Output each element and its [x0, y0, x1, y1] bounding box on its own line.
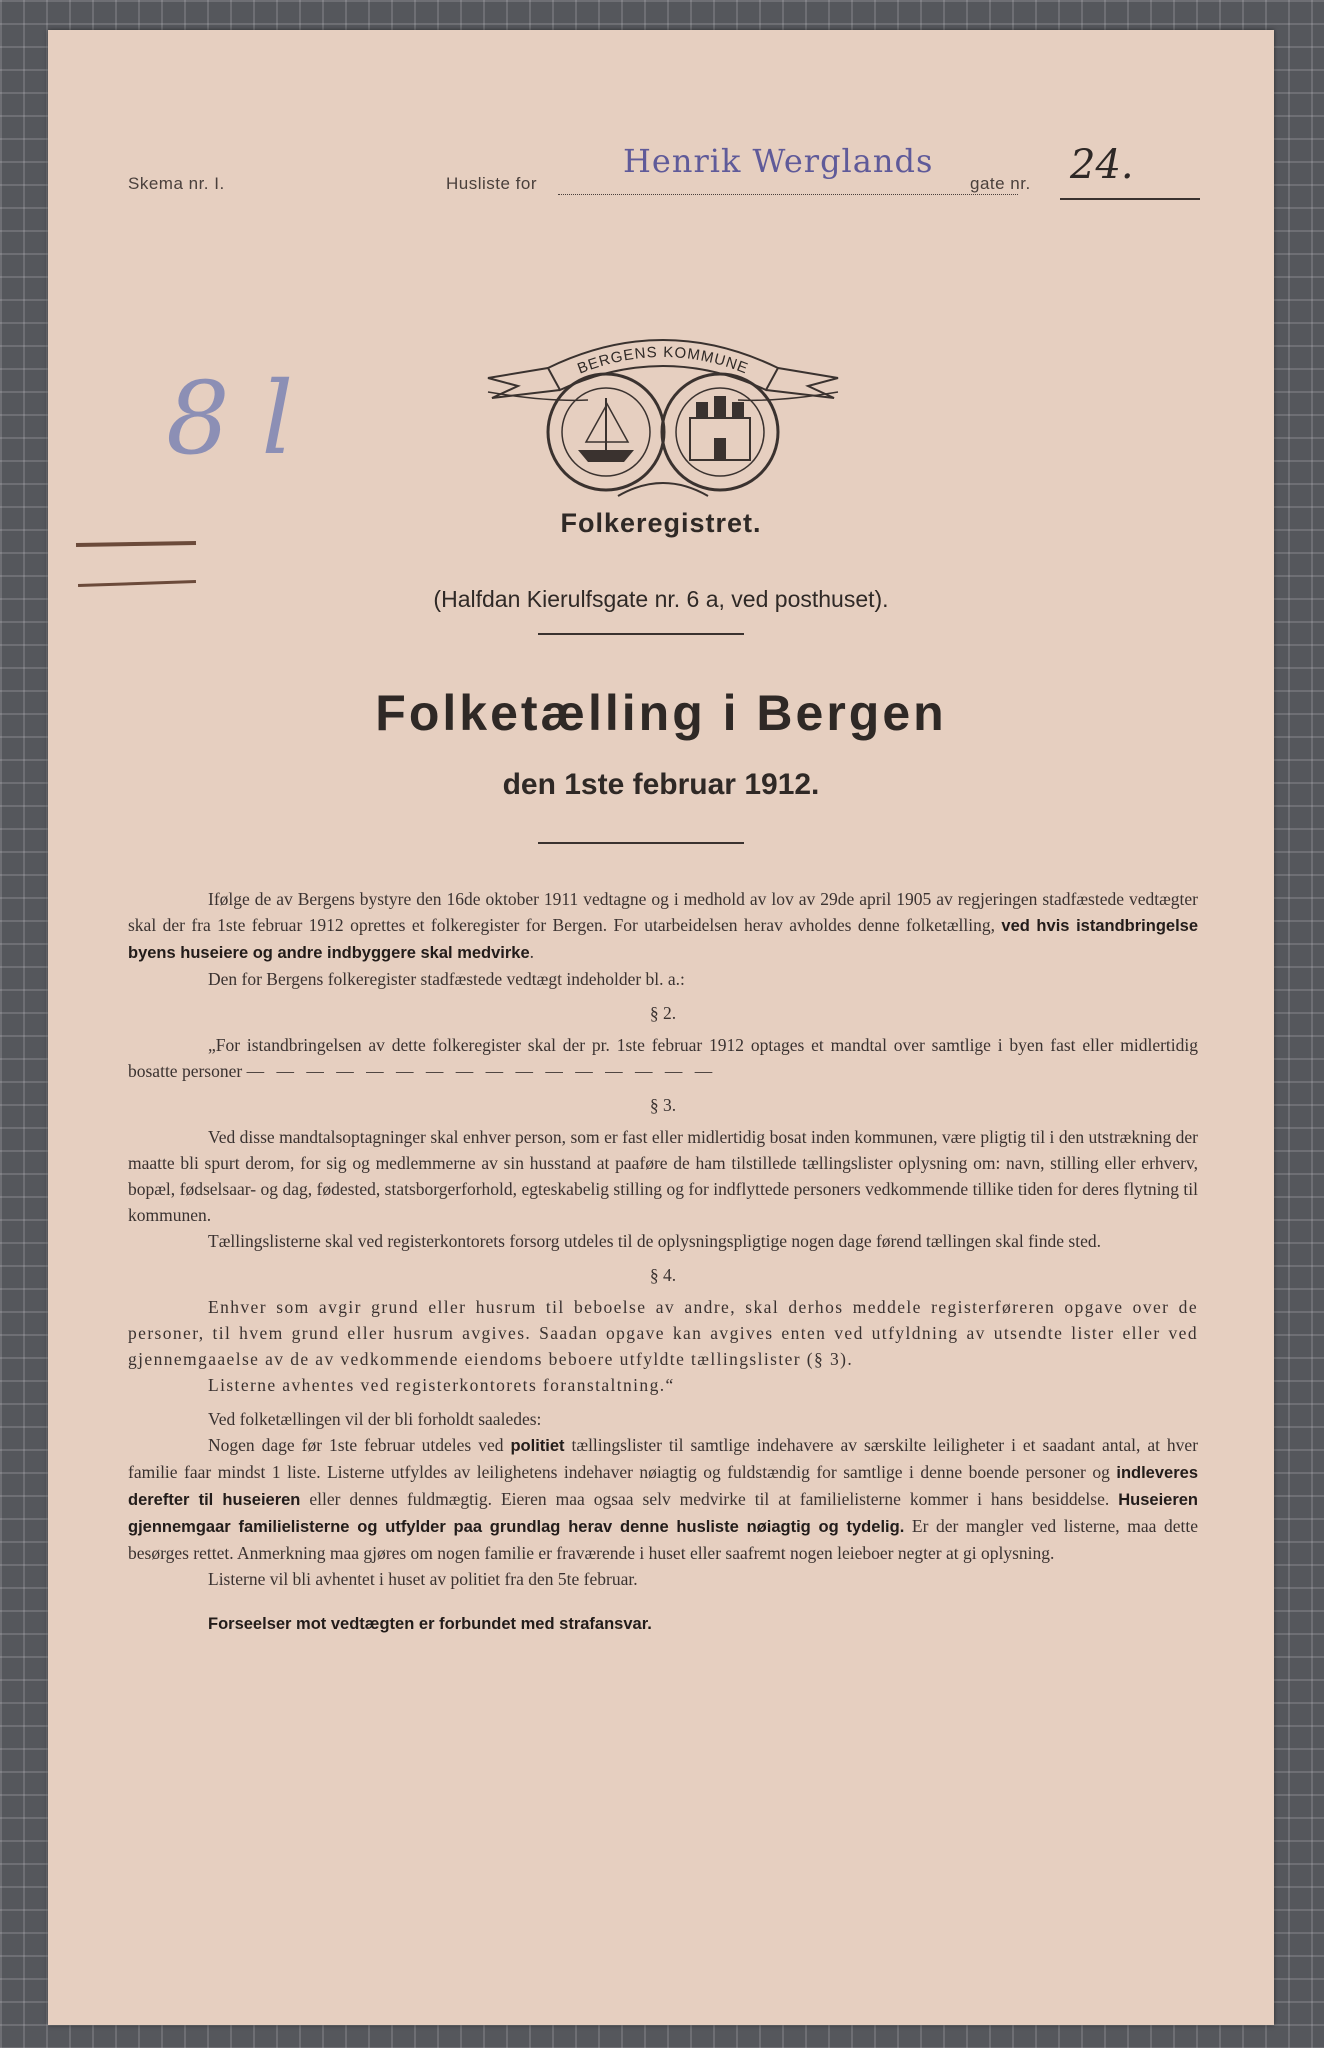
- husliste-label: Husliste for: [446, 174, 538, 193]
- gate-label: gate nr.: [970, 174, 1031, 193]
- procedure-intro: Ved folketællingen vil der bli forholdt saaledes:: [208, 1409, 542, 1429]
- section-2-text: „For istandbringelsen av dette folkeregister skal der pr. 1ste februar 1912 optages et mandtal over samtlige i byen fast eller midlertidig bosatte personer: [128, 1035, 1198, 1081]
- section-3-heading: § 3.: [649, 1095, 677, 1115]
- procedure-text-c: tællingslister til samtlige indehavere av særskilte leiligheter i et saadant antal, at hver familie faar mindst 1 liste. Listerne utfyldes av leilighetens indehaver nøiagtig og fuldstændig for samtlige i denne boende personer og: [128, 1435, 1199, 1482]
- schema-number: Skema nr. I.: [128, 174, 225, 193]
- penalty-line: [128, 1610, 1198, 1637]
- divider-bottom: [538, 842, 744, 844]
- intro-paragraph: [128, 886, 1198, 966]
- regulation-text: [128, 886, 1198, 1637]
- bergen-kommune-emblem: [478, 320, 848, 505]
- section-3-paragraph-1: Ved disse mandtalsoptagninger skal enhver person, som er fast eller midlertidig bosat inden kommunen, være pligtig til i den utstrækning der maatte bli spurt derom, for sig og medlemmerne av sin husstand at paaføre de ham tilstillede tællingslister oplysning om: navn, stilling eller erhverv, bopæl, fødselsaar- og dag, fødested, statsborgerforhold, egteskabelig stilling og for indflyttede personers vedkommende tillike tiden for deres flytning til kommunen.: [128, 1127, 1198, 1225]
- section-4-paragraph-1: Enhver som avgir grund eller husrum til beboelse av andre, skal derhos meddele registerføreren opgave over de personer, til hvem grund eller husrum avgives. Saadan opgave kan avgives enten ved utfyldning av utsendte lister eller ved gjennemgaaelse av de av vedkommende eiendoms beboere utfyldte tællingslister (§ 3).: [128, 1297, 1198, 1369]
- street-dotted-line: [558, 194, 1018, 195]
- intro2-paragraph: Den for Bergens folkeregister stadfæstede vedtægt indeholder bl. a.:: [208, 969, 685, 989]
- section-2-paragraph: [128, 1032, 1198, 1084]
- section-2-dashes: — — — — — — — — — — — — — — — —: [246, 1061, 717, 1081]
- section-2-heading: § 2.: [649, 1003, 677, 1023]
- section-4-heading: § 4.: [649, 1265, 677, 1285]
- procedure-text-a: Nogen dage før 1ste februar utdeles ved: [208, 1435, 504, 1455]
- pencil-note: 8 l: [166, 360, 294, 477]
- intro-emphasis: ved hvis istandbringelse byens huseiere og andre indbyggere skal medvirke: [128, 917, 1199, 962]
- ink-mark: [76, 541, 196, 547]
- procedure-police: politiet: [510, 1437, 565, 1455]
- intro-text: Ifølge de av Bergens bystyre den 16de oktober 1911 vedtagne og i medhold av lov av 29de april 1905 av regjeringen stadfæstede vedtægter skal der fra 1ste februar 1912 oprettes et folkeregister for Bergen. For utarbeidelsen herav avholdes denne folketælling,: [128, 889, 1198, 935]
- street-name-stamp: Henrik Werglands: [623, 142, 934, 180]
- document-title: Folketælling i Bergen: [375, 685, 947, 741]
- procedure-paragraph: [128, 1432, 1198, 1566]
- emblem-banner-text: BERGENS KOMMUNE: [575, 343, 751, 378]
- procedure-owner: Huseieren gjennemgaar familielisterne og utfylder paa grundlag herav denne husliste nøiagtig og tydelig.: [128, 1491, 1199, 1536]
- procedure-text-g: Er der mangler ved listerne, maa dette besørges rettet. Anmerkning maa gjøres om nogen familie er fraværende i huset eller saafremt nogen leieboer negter at gi oplysning.: [128, 1516, 1198, 1563]
- pickup-paragraph: Listerne vil bli avhentet i huset av politiet fra den 5te februar.: [208, 1569, 638, 1589]
- penalty-text: Forseelser mot vedtægten er forbundet med strafansvar.: [208, 1615, 652, 1633]
- section-3-paragraph-2: Tællingslisterne skal ved registerkontorets forsorg utdeles til de oplysningspligtige nogen dage førend tællingen skal finde sted.: [208, 1231, 1101, 1251]
- census-date: den 1ste februar 1912.: [502, 768, 820, 801]
- procedure-text-e: eller dennes fuldmægtig. Eieren maa ogsaa selv medvirke til at familielisterne kommer i hans besiddelse.: [309, 1489, 1110, 1509]
- divider-top: [538, 633, 744, 635]
- office-name: Folkeregistret.: [560, 508, 762, 538]
- house-number-handwritten: 24.: [1070, 142, 1134, 188]
- number-underline: [1060, 198, 1200, 200]
- intro-end: .: [529, 942, 535, 962]
- census-form-page: [48, 30, 1274, 2025]
- section-4-paragraph-2: Listerne avhentes ved registerkontorets foranstaltning.“: [208, 1375, 675, 1395]
- procedure-deliver: indleveres derefter til huseieren: [128, 1464, 1198, 1509]
- office-address: (Halfdan Kierulfsgate nr. 6 a, ved posthuset).: [433, 586, 889, 612]
